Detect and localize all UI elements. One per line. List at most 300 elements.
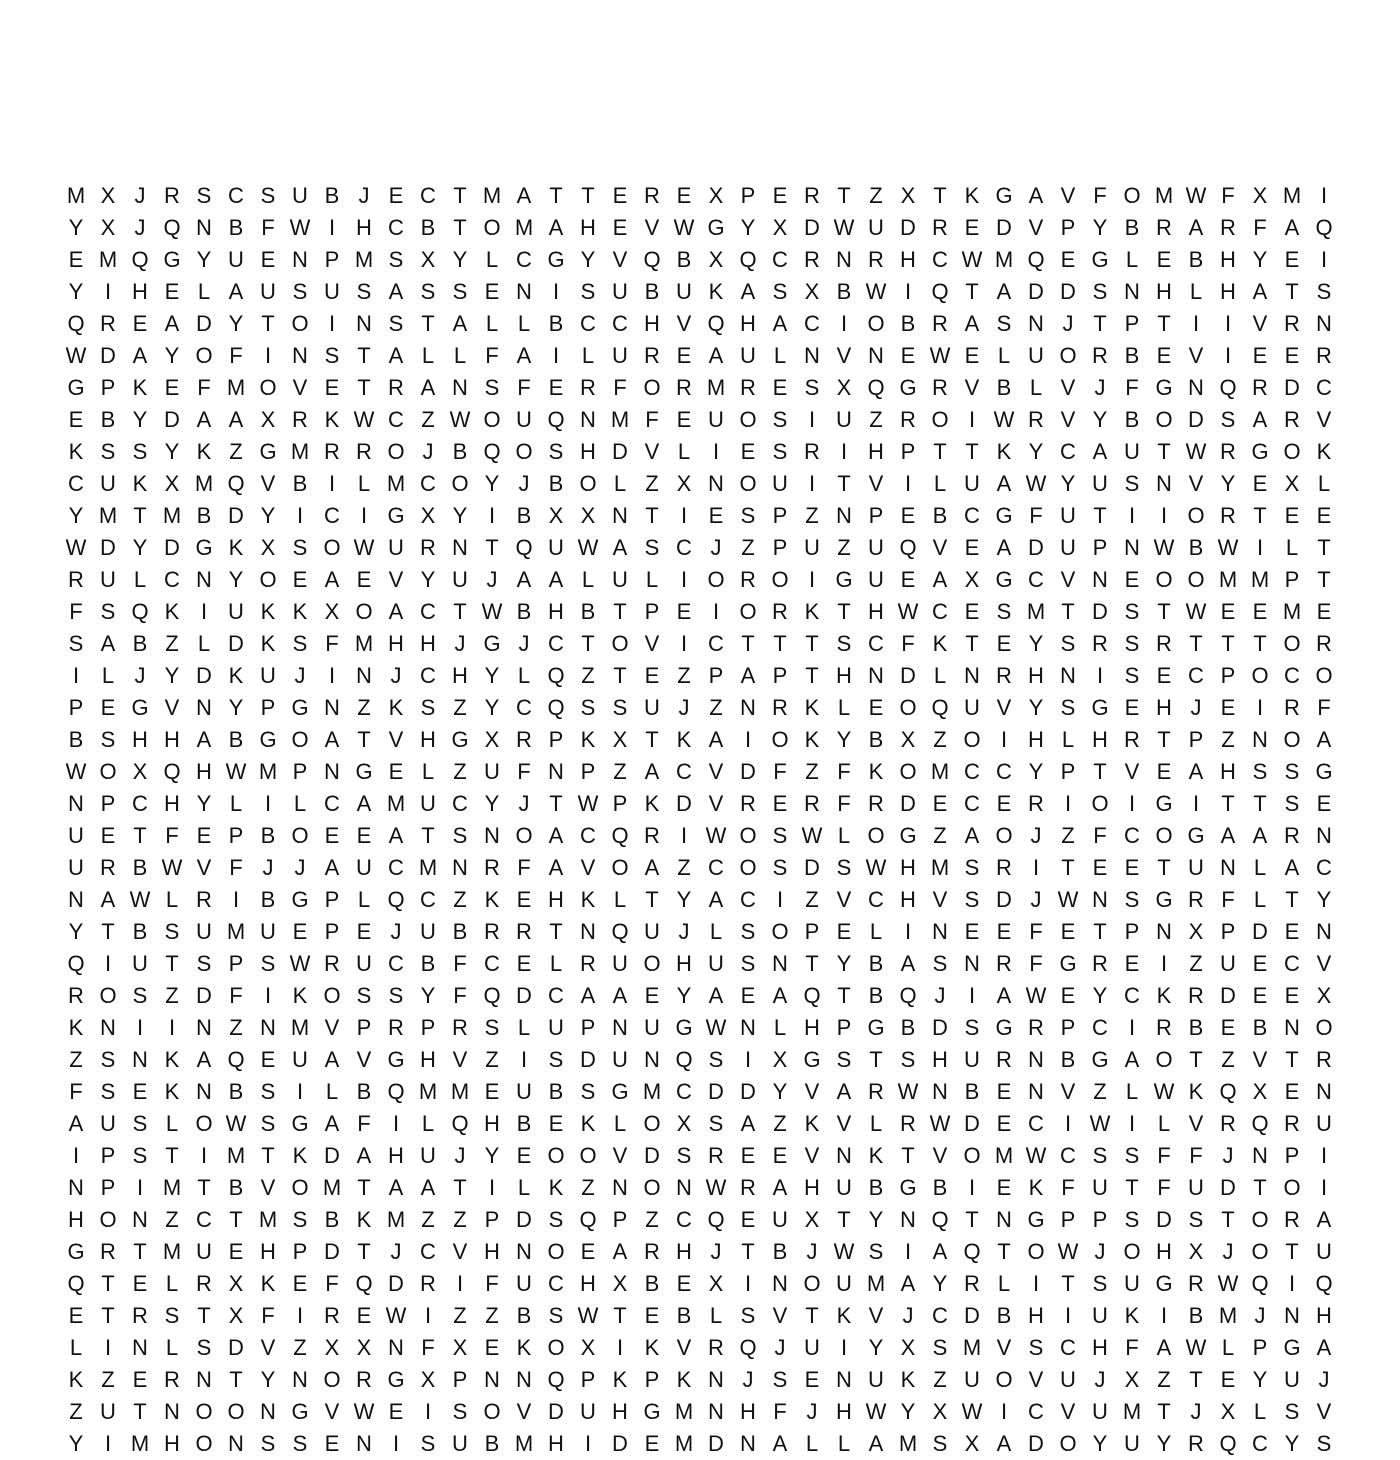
grid-letter: K: [68, 1367, 84, 1392]
grid-letter: E: [996, 1111, 1012, 1136]
grid-letter: T: [549, 183, 563, 208]
grid-letter: G: [451, 727, 469, 752]
grid-letter: A: [644, 759, 660, 784]
grid-letter: M: [866, 1271, 886, 1296]
grid-letter: T: [1285, 1047, 1299, 1072]
grid-letter: C: [68, 471, 84, 496]
grid-letter: A: [1284, 215, 1300, 240]
grid-letter: Y: [1028, 439, 1044, 464]
grid-letter: E: [932, 791, 948, 816]
grid-letter: E: [484, 1079, 500, 1104]
grid-letter: S: [580, 279, 596, 304]
grid-letter: N: [324, 695, 340, 720]
grid-letter: Q: [67, 1271, 85, 1296]
grid-letter: H: [132, 279, 148, 304]
grid-letter: A: [1188, 759, 1204, 784]
grid-letter: A: [100, 887, 116, 912]
grid-letter: U: [260, 279, 276, 304]
grid-letter: A: [388, 1175, 404, 1200]
grid-letter: L: [517, 663, 531, 688]
grid-letter: W: [929, 343, 951, 368]
grid-letter: N: [1188, 375, 1204, 400]
grid-letter: X: [420, 503, 436, 528]
grid-row: [60, 1044, 1340, 1076]
grid-letter: I: [712, 439, 720, 464]
grid-letter: B: [132, 855, 148, 880]
grid-letter: S: [548, 1047, 564, 1072]
grid-letter: E: [68, 247, 84, 272]
grid-letter: S: [772, 439, 788, 464]
grid-letter: G: [611, 1079, 629, 1104]
grid-letter: K: [68, 439, 84, 464]
grid-letter: I: [808, 407, 816, 432]
grid-letter: F: [1221, 887, 1235, 912]
grid-letter: Z: [453, 695, 467, 720]
grid-letter: L: [293, 791, 307, 816]
grid-letter: M: [354, 247, 374, 272]
grid-letter: V: [1188, 1111, 1204, 1136]
grid-letter: T: [421, 311, 435, 336]
grid-letter: R: [804, 183, 820, 208]
grid-letter: T: [165, 1143, 179, 1168]
grid-letter: E: [580, 1239, 596, 1264]
grid-letter: I: [552, 279, 560, 304]
grid-letter: R: [1284, 695, 1300, 720]
grid-letter: C: [804, 311, 820, 336]
grid-letter: I: [264, 791, 272, 816]
grid-letter: N: [548, 759, 564, 784]
grid-letter: B: [900, 311, 916, 336]
grid-letter: G: [195, 535, 213, 560]
grid-letter: Z: [421, 407, 435, 432]
grid-letter: H: [900, 247, 916, 272]
grid-letter: L: [517, 1015, 531, 1040]
grid-letter: V: [1188, 471, 1204, 496]
grid-letter: E: [1316, 503, 1332, 528]
grid-letter: P: [1060, 215, 1076, 240]
grid-letter: T: [1093, 919, 1107, 944]
grid-letter: T: [453, 599, 467, 624]
grid-letter: T: [613, 1303, 627, 1328]
grid-letter: N: [356, 1431, 372, 1456]
grid-letter: U: [772, 471, 788, 496]
grid-letter: K: [932, 631, 948, 656]
grid-letter: S: [100, 599, 116, 624]
grid-letter: R: [1284, 311, 1300, 336]
grid-letter: U: [516, 407, 532, 432]
grid-letter: U: [132, 951, 148, 976]
grid-letter: Y: [260, 1367, 276, 1392]
grid-letter: S: [388, 247, 404, 272]
grid-letter: O: [707, 567, 725, 592]
grid-letter: O: [1315, 1015, 1333, 1040]
grid-letter: E: [740, 983, 756, 1008]
grid-letter: N: [708, 1399, 724, 1424]
grid-letter: I: [392, 1431, 400, 1456]
grid-letter: E: [1252, 983, 1268, 1008]
grid-letter: O: [547, 1143, 565, 1168]
grid-letter: T: [165, 951, 179, 976]
grid-letter: L: [165, 1335, 179, 1360]
grid-letter: I: [1192, 311, 1200, 336]
grid-letter: N: [356, 663, 372, 688]
grid-letter: K: [676, 1367, 692, 1392]
grid-letter: Y: [196, 247, 212, 272]
grid-letter: C: [324, 791, 340, 816]
grid-letter: T: [837, 183, 851, 208]
grid-letter: S: [932, 1431, 948, 1456]
grid-letter: E: [676, 343, 692, 368]
grid-letter: R: [1316, 343, 1332, 368]
grid-letter: P: [452, 1367, 468, 1392]
grid-letter: E: [740, 1143, 756, 1168]
grid-letter: A: [1252, 407, 1268, 432]
grid-letter: I: [328, 311, 336, 336]
grid-letter: D: [900, 791, 916, 816]
grid-letter: V: [164, 695, 180, 720]
grid-letter: L: [1285, 535, 1299, 560]
grid-letter: Y: [164, 343, 180, 368]
grid-letter: N: [68, 887, 84, 912]
grid-letter: A: [1316, 1335, 1332, 1360]
grid-letter: E: [740, 439, 756, 464]
grid-letter: P: [100, 791, 116, 816]
grid-letter: B: [132, 631, 148, 656]
grid-letter: A: [228, 279, 244, 304]
grid-letter: Y: [452, 503, 468, 528]
grid-letter: I: [584, 1431, 592, 1456]
grid-letter: D: [1188, 407, 1204, 432]
grid-letter: R: [964, 1271, 980, 1296]
grid-letter: O: [643, 1111, 661, 1136]
grid-letter: W: [961, 247, 983, 272]
grid-letter: R: [1316, 631, 1332, 656]
grid-letter: G: [67, 1239, 85, 1264]
grid-letter: I: [680, 823, 688, 848]
grid-letter: P: [324, 919, 340, 944]
grid-letter: R: [484, 919, 500, 944]
grid-letter: K: [228, 535, 244, 560]
grid-letter: E: [836, 919, 852, 944]
grid-letter: U: [1092, 1175, 1108, 1200]
grid-letter: Y: [740, 215, 756, 240]
grid-letter: V: [1060, 183, 1076, 208]
grid-letter: E: [548, 375, 564, 400]
grid-letter: H: [1092, 727, 1108, 752]
grid-letter: S: [772, 823, 788, 848]
grid-letter: O: [451, 471, 469, 496]
grid-letter: Z: [773, 1111, 787, 1136]
grid-letter: Q: [387, 887, 405, 912]
grid-letter: E: [612, 215, 628, 240]
grid-letter: A: [324, 1047, 340, 1072]
grid-letter: F: [69, 599, 83, 624]
grid-letter: O: [579, 1143, 597, 1168]
grid-letter: B: [1060, 1047, 1076, 1072]
grid-letter: Q: [899, 983, 917, 1008]
grid-letter: F: [773, 1399, 787, 1424]
grid-letter: N: [580, 407, 596, 432]
grid-letter: R: [868, 1079, 884, 1104]
grid-letter: S: [996, 311, 1012, 336]
grid-letter: E: [516, 887, 532, 912]
grid-letter: S: [1124, 631, 1140, 656]
grid-letter: U: [644, 1015, 660, 1040]
grid-letter: H: [868, 439, 884, 464]
grid-letter: A: [516, 343, 532, 368]
grid-letter: I: [392, 1111, 400, 1136]
grid-letter: S: [644, 535, 660, 560]
grid-row: [60, 1076, 1340, 1108]
grid-letter: N: [356, 311, 372, 336]
grid-letter: A: [324, 855, 340, 880]
grid-letter: U: [100, 567, 116, 592]
grid-letter: V: [1188, 343, 1204, 368]
grid-letter: V: [1060, 1079, 1076, 1104]
grid-letter: C: [868, 887, 884, 912]
grid-letter: O: [1123, 1239, 1141, 1264]
grid-letter: E: [68, 407, 84, 432]
grid-letter: T: [741, 631, 755, 656]
grid-letter: E: [1284, 1079, 1300, 1104]
grid-letter: D: [804, 855, 820, 880]
grid-letter: V: [1316, 1399, 1332, 1424]
grid-letter: J: [1190, 695, 1202, 720]
grid-letter: J: [518, 471, 530, 496]
grid-letter: C: [1124, 823, 1140, 848]
grid-letter: K: [868, 759, 884, 784]
grid-letter: R: [68, 983, 84, 1008]
grid-letter: Y: [676, 983, 692, 1008]
grid-letter: O: [323, 1367, 341, 1392]
grid-letter: N: [484, 1367, 500, 1392]
grid-letter: I: [264, 343, 272, 368]
grid-letter: B: [1124, 407, 1140, 432]
grid-letter: F: [453, 951, 467, 976]
grid-letter: A: [164, 311, 180, 336]
grid-letter: V: [1060, 407, 1076, 432]
grid-letter: L: [645, 567, 659, 592]
grid-letter: E: [292, 567, 308, 592]
grid-letter: K: [804, 599, 820, 624]
grid-letter: K: [164, 1079, 180, 1104]
grid-letter: G: [547, 247, 565, 272]
grid-letter: R: [804, 791, 820, 816]
grid-letter: K: [612, 1367, 628, 1392]
grid-letter: K: [900, 1367, 916, 1392]
grid-row: [60, 948, 1340, 980]
grid-letter: R: [1156, 1015, 1172, 1040]
grid-row: [60, 724, 1340, 756]
grid-letter: Q: [1219, 1431, 1237, 1456]
grid-letter: L: [1221, 1335, 1235, 1360]
grid-letter: S: [996, 599, 1012, 624]
grid-letter: S: [612, 695, 628, 720]
grid-letter: C: [388, 855, 404, 880]
grid-letter: T: [1061, 855, 1075, 880]
grid-letter: E: [388, 183, 404, 208]
grid-letter: I: [1288, 1271, 1296, 1296]
grid-letter: O: [771, 727, 789, 752]
grid-letter: W: [993, 407, 1015, 432]
grid-letter: B: [292, 471, 308, 496]
grid-letter: G: [67, 375, 85, 400]
grid-letter: R: [388, 375, 404, 400]
grid-letter: W: [225, 759, 247, 784]
grid-letter: S: [1060, 695, 1076, 720]
grid-letter: N: [964, 663, 980, 688]
grid-letter: I: [1096, 663, 1104, 688]
grid-letter: L: [517, 1175, 531, 1200]
grid-letter: M: [1026, 599, 1046, 624]
grid-letter: W: [1025, 983, 1047, 1008]
grid-letter: C: [1284, 951, 1300, 976]
grid-letter: U: [68, 855, 84, 880]
grid-letter: T: [1157, 311, 1171, 336]
grid-letter: X: [804, 1207, 820, 1232]
grid-letter: J: [678, 695, 690, 720]
grid-letter: M: [1250, 567, 1270, 592]
grid-letter: I: [104, 1431, 112, 1456]
grid-letter: C: [420, 663, 436, 688]
grid-letter: I: [808, 471, 816, 496]
grid-letter: Z: [613, 759, 627, 784]
grid-letter: E: [1284, 343, 1300, 368]
grid-letter: E: [996, 1079, 1012, 1104]
grid-letter: M: [290, 1015, 310, 1040]
grid-letter: Y: [260, 503, 276, 528]
grid-letter: W: [1089, 1111, 1111, 1136]
grid-letter: V: [612, 1143, 628, 1168]
grid-letter: J: [742, 1367, 754, 1392]
grid-letter: O: [963, 727, 981, 752]
grid-letter: X: [900, 183, 916, 208]
grid-letter: L: [1061, 727, 1075, 752]
grid-letter: G: [387, 1047, 405, 1072]
grid-letter: F: [485, 343, 499, 368]
grid-letter: P: [772, 663, 788, 688]
grid-letter: E: [644, 983, 660, 1008]
grid-letter: O: [483, 407, 501, 432]
grid-letter: O: [515, 439, 533, 464]
grid-letter: R: [292, 407, 308, 432]
grid-letter: I: [1064, 1111, 1072, 1136]
grid-letter: X: [100, 183, 116, 208]
grid-letter: R: [804, 439, 820, 464]
grid-letter: N: [516, 1367, 532, 1392]
grid-letter: G: [291, 1399, 309, 1424]
grid-letter: J: [710, 535, 722, 560]
grid-letter: V: [292, 375, 308, 400]
grid-letter: D: [1060, 279, 1076, 304]
grid-letter: H: [580, 439, 596, 464]
grid-letter: T: [1061, 1271, 1075, 1296]
grid-letter: T: [133, 1239, 147, 1264]
grid-letter: N: [772, 951, 788, 976]
grid-letter: X: [900, 727, 916, 752]
grid-letter: Z: [933, 823, 947, 848]
grid-letter: O: [899, 695, 917, 720]
grid-letter: T: [965, 631, 979, 656]
grid-letter: Z: [709, 695, 723, 720]
grid-letter: Z: [485, 1303, 499, 1328]
grid-letter: Q: [451, 1111, 469, 1136]
grid-row: [60, 1268, 1340, 1300]
grid-letter: Q: [1027, 247, 1045, 272]
grid-letter: D: [964, 1111, 980, 1136]
grid-letter: X: [1188, 919, 1204, 944]
grid-letter: N: [644, 1047, 660, 1072]
grid-row: [60, 1332, 1340, 1364]
grid-letter: S: [932, 951, 948, 976]
grid-letter: E: [516, 951, 532, 976]
grid-letter: U: [1124, 1271, 1140, 1296]
grid-letter: X: [900, 1335, 916, 1360]
grid-letter: A: [740, 279, 756, 304]
grid-letter: W: [865, 1399, 887, 1424]
grid-letter: I: [456, 1271, 464, 1296]
grid-letter: M: [1122, 1399, 1142, 1424]
grid-letter: E: [1252, 951, 1268, 976]
grid-letter: S: [484, 1015, 500, 1040]
grid-letter: A: [708, 343, 724, 368]
grid-letter: D: [516, 1207, 532, 1232]
grid-letter: F: [165, 823, 179, 848]
grid-letter: C: [388, 215, 404, 240]
grid-letter: T: [1093, 759, 1107, 784]
grid-letter: Q: [547, 695, 565, 720]
grid-letter: B: [868, 983, 884, 1008]
grid-letter: U: [868, 215, 884, 240]
grid-letter: B: [868, 727, 884, 752]
grid-letter: O: [867, 311, 885, 336]
grid-letter: Q: [899, 535, 917, 560]
grid-letter: R: [356, 1367, 372, 1392]
grid-letter: Y: [772, 1079, 788, 1104]
grid-letter: O: [739, 855, 757, 880]
grid-letter: U: [68, 823, 84, 848]
grid-letter: N: [836, 1143, 852, 1168]
grid-letter: S: [68, 631, 84, 656]
grid-letter: N: [260, 1399, 276, 1424]
grid-letter: A: [996, 1431, 1012, 1456]
grid-letter: R: [420, 1271, 436, 1296]
grid-letter: N: [484, 823, 500, 848]
grid-letter: S: [740, 503, 756, 528]
grid-letter: E: [868, 695, 884, 720]
grid-letter: I: [808, 567, 816, 592]
grid-letter: A: [324, 1111, 340, 1136]
grid-letter: L: [197, 279, 211, 304]
grid-letter: A: [996, 983, 1012, 1008]
grid-letter: K: [196, 439, 212, 464]
grid-letter: S: [804, 375, 820, 400]
grid-letter: B: [932, 503, 948, 528]
grid-letter: B: [1124, 215, 1140, 240]
grid-letter: X: [1220, 1399, 1236, 1424]
grid-letter: L: [613, 887, 627, 912]
grid-letter: A: [388, 823, 404, 848]
grid-letter: P: [612, 1207, 628, 1232]
grid-letter: E: [100, 695, 116, 720]
grid-letter: S: [196, 1335, 212, 1360]
grid-letter: K: [676, 727, 692, 752]
grid-letter: R: [804, 247, 820, 272]
grid-letter: N: [260, 1015, 276, 1040]
grid-letter: R: [1284, 1111, 1300, 1136]
grid-letter: N: [708, 1367, 724, 1392]
grid-letter: F: [197, 375, 211, 400]
